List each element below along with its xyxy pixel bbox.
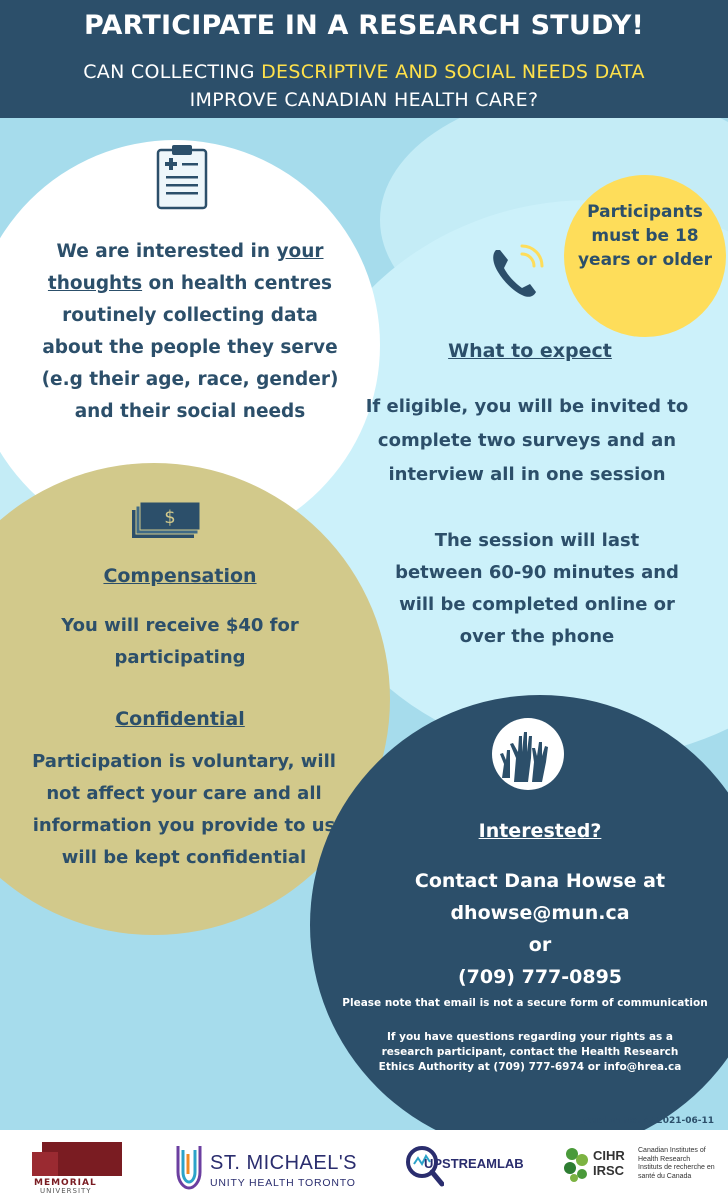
raised-hands-icon bbox=[492, 718, 564, 790]
eligibility-text: Participants must be 18 years or older bbox=[577, 202, 713, 270]
st-michaels-name: ST. MICHAEL'S bbox=[210, 1152, 358, 1174]
contact-line: Contact Dana Howse at bbox=[414, 870, 666, 892]
expect-heading: What to expect bbox=[448, 340, 612, 362]
contact-block bbox=[380, 865, 700, 993]
page-title: PARTICIPATE IN A RESEARCH STUDY! bbox=[84, 10, 644, 41]
interested-heading: Interested? bbox=[478, 820, 602, 842]
email-security-note: Please note that email is not a secure form of communication bbox=[342, 997, 708, 1009]
subtitle-prefix: CAN COLLECTING bbox=[83, 61, 262, 83]
interest-prefix: We are interested in bbox=[56, 241, 277, 262]
confidential-heading: Confidential bbox=[115, 708, 245, 730]
subtitle-highlight: DESCRIPTIVE AND SOCIAL NEEDS DATA bbox=[261, 61, 645, 83]
session-body: The session will last between 60-90 minutes and will be completed online or over the phone bbox=[395, 530, 679, 647]
interest-your: your bbox=[276, 241, 324, 262]
compensation-heading: Compensation bbox=[103, 565, 257, 587]
svg-text:$: $ bbox=[164, 507, 176, 528]
st-michaels-logo-mark bbox=[172, 1142, 206, 1192]
interest-rest: routinely collecting data about the people they serve (e.g their age, race, gender) and their social needs bbox=[41, 305, 339, 422]
clipboard-icon bbox=[152, 142, 212, 212]
contact-phone[interactable]: (709) 777-0895 bbox=[457, 966, 623, 988]
memorial-university-logo bbox=[12, 1138, 122, 1194]
mun-name: MEMORIAL bbox=[34, 1178, 97, 1188]
cihr-names bbox=[638, 1147, 718, 1181]
cihr-logo-mark bbox=[562, 1144, 592, 1184]
cihr-line2: IRSC bbox=[593, 1163, 625, 1178]
cihr-acronyms bbox=[593, 1148, 625, 1178]
version-label: Version No. 4/ 2021-06-11 bbox=[582, 1116, 714, 1126]
rights-note: If you have questions regarding your rights as a research participant, contact the Health Research Ethics Authority at (709) 777-6974 or info@hrea.ca bbox=[378, 1031, 682, 1073]
st-michaels-sub: UNITY HEALTH TORONTO bbox=[210, 1177, 356, 1189]
confidential-body: Participation is voluntary, will not affect your care and all information you provide to us will be kept confidential bbox=[32, 751, 336, 868]
subtitle-line-2: IMPROVE CANADIAN HEALTH CARE? bbox=[189, 89, 539, 111]
phone-icon bbox=[486, 240, 548, 302]
interest-post: on health centres bbox=[142, 273, 333, 294]
interest-text bbox=[30, 236, 350, 428]
expect-body: If eligible, you will be invited to complete two surveys and an interview all in one session bbox=[365, 396, 689, 485]
cihr-english: Canadian Institutes of Health Research bbox=[638, 1147, 706, 1163]
upstream-lab-name: UPSTREAMLAB bbox=[424, 1156, 524, 1171]
cihr-french: Instituts de recherche en santé du Canada bbox=[638, 1164, 715, 1180]
mun-sub: UNIVERSITY bbox=[40, 1187, 92, 1194]
contact-or: or bbox=[528, 934, 552, 956]
contact-email[interactable]: dhowse@mun.ca bbox=[450, 902, 630, 924]
cihr-line1: CIHR bbox=[593, 1148, 625, 1163]
interest-thoughts: thoughts bbox=[47, 273, 143, 294]
compensation-body: You will receive $40 for participating bbox=[61, 615, 299, 668]
logo-bar bbox=[0, 1130, 728, 1200]
header-banner bbox=[0, 0, 728, 118]
money-icon bbox=[130, 500, 202, 540]
subtitle-line-1 bbox=[0, 61, 728, 83]
